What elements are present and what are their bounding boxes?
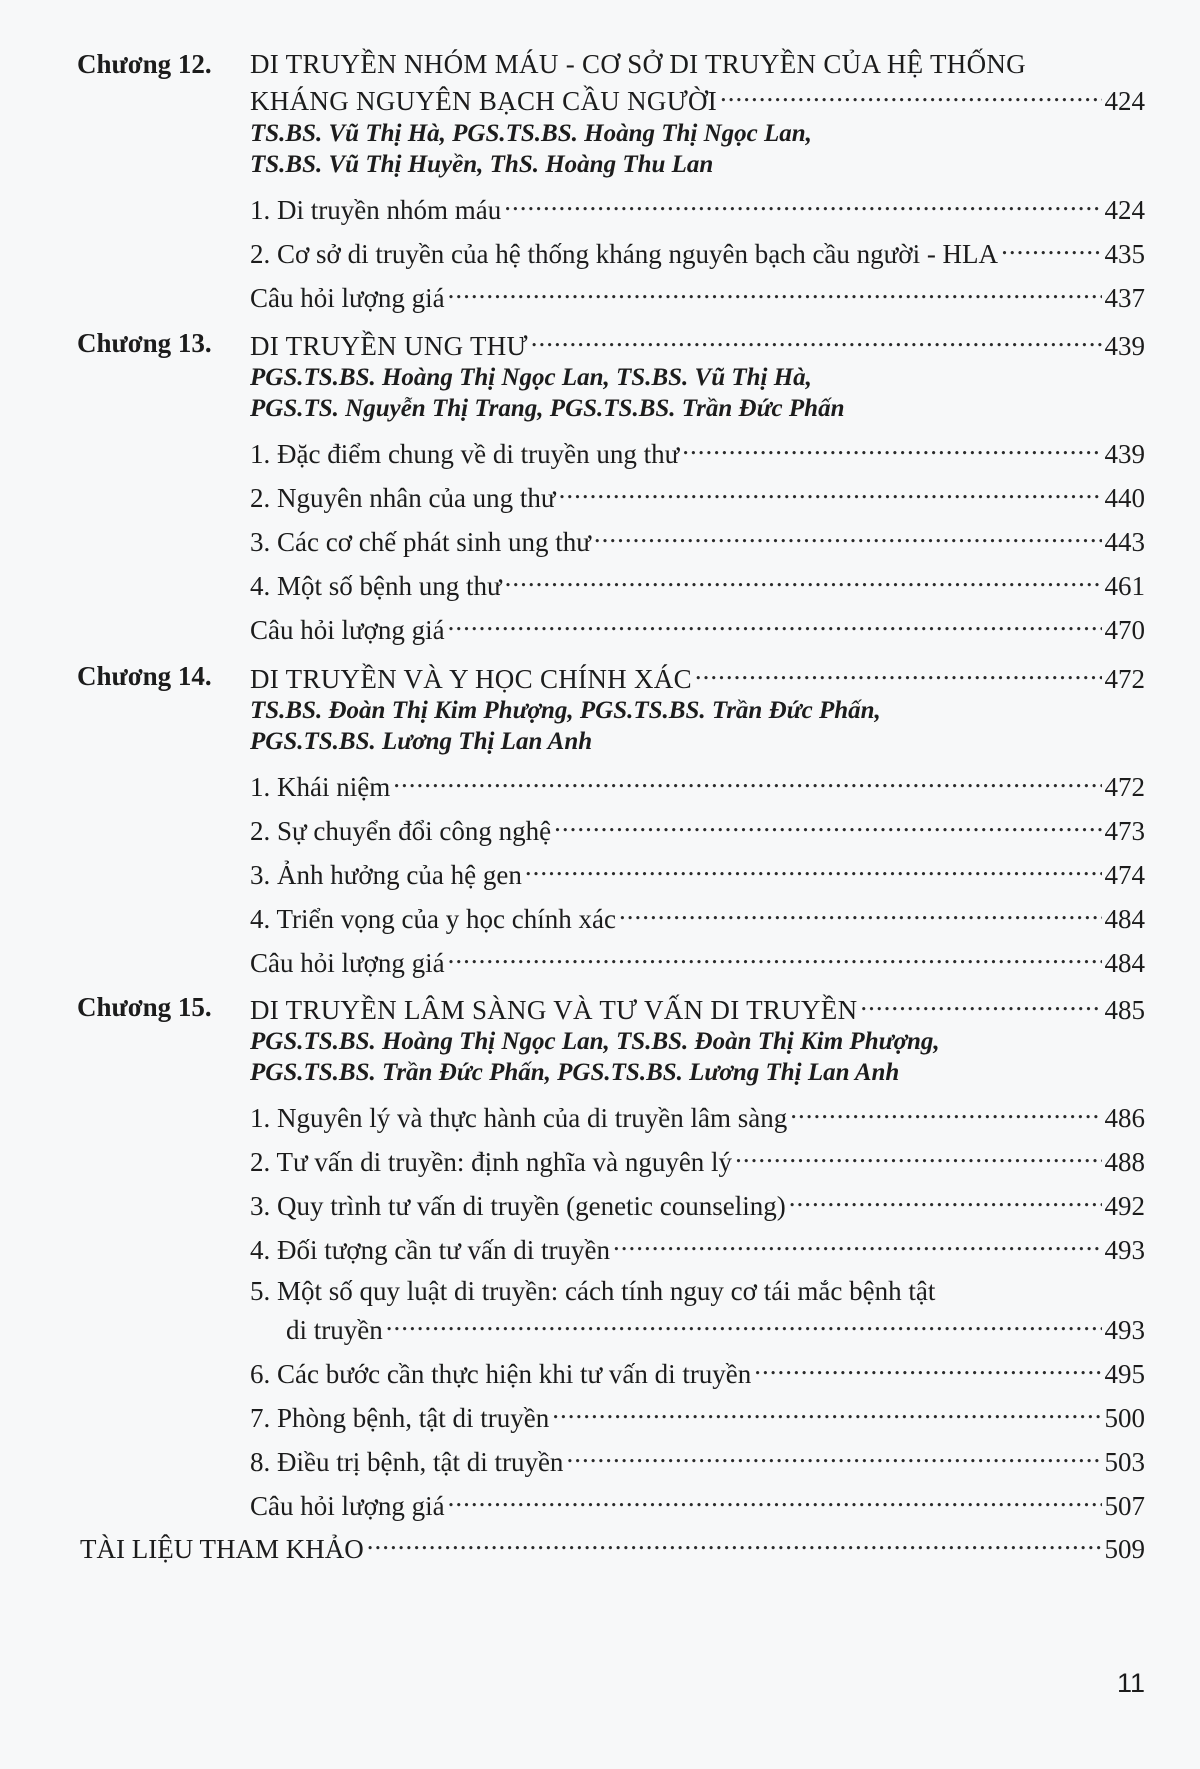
toc-entry[interactable] — [250, 1356, 1145, 1390]
chapter-12-title-row[interactable] — [250, 83, 1145, 117]
chapter-14-title: DI TRUYỀN VÀ Y HỌC CHÍNH XÁC — [250, 664, 692, 694]
dot-leader — [735, 1144, 1101, 1171]
toc-entry-5-line1[interactable]: 5. Một số quy luật di truyền: cách tính nguy cơ tái mắc bệnh tật — [250, 1276, 936, 1306]
toc-entry-5-line2: di truyền — [286, 1315, 383, 1345]
toc-entry-page: 424 — [1104, 195, 1145, 225]
chapter-13-page: 439 — [1104, 331, 1145, 361]
references-text: TÀI LIỆU THAM KHẢO — [80, 1534, 364, 1564]
toc-entry[interactable] — [250, 436, 1145, 470]
toc-entry-page: 437 — [1104, 283, 1145, 313]
chapter-15-label: Chương 15. — [77, 992, 212, 1022]
toc-entry-text: 4. Triển vọng của y học chính xác — [250, 904, 616, 934]
toc-entry-text: 2. Cơ sở di truyền của hệ thống kháng nguyên bạch cầu người - HLA — [250, 239, 999, 269]
references-page: 509 — [1104, 1534, 1145, 1564]
toc-entry[interactable] — [250, 945, 1145, 979]
toc-entry-text: Câu hỏi lượng giá — [250, 283, 445, 313]
chapter-15-authors-line2: PGS.TS.BS. Trần Đức Phấn, PGS.TS.BS. Lương Thị Lan Anh — [250, 1059, 900, 1086]
toc-entry-page: 493 — [1104, 1235, 1145, 1265]
toc-entry-text: 1. Nguyên lý và thực hành của di truyền lâm sàng — [250, 1103, 788, 1133]
toc-entry-text: 8. Điều trị bệnh, tật di truyền — [250, 1447, 564, 1477]
dot-leader — [720, 83, 1101, 110]
chapter-14-label: Chương 14. — [77, 661, 212, 691]
toc-entry[interactable] — [250, 813, 1145, 847]
dot-leader — [1001, 236, 1101, 263]
toc-entry-text: Câu hỏi lượng giá — [250, 1491, 445, 1521]
toc-entry-text: 4. Đối tượng cần tư vấn di truyền — [250, 1235, 610, 1265]
references-entry[interactable] — [80, 1531, 1145, 1565]
toc-entry[interactable] — [250, 1100, 1145, 1134]
toc-entry-text: 2. Nguyên nhân của ung thư — [250, 483, 556, 513]
dot-leader — [594, 524, 1102, 551]
chapter-13-authors-line2: PGS.TS. Nguyễn Thị Trang, PGS.TS.BS. Trần Đức Phấn — [250, 395, 845, 422]
toc-entry-page: 500 — [1104, 1403, 1145, 1433]
toc-entry[interactable] — [250, 1232, 1145, 1266]
chapter-15-page: 485 — [1104, 995, 1145, 1025]
toc-entry-page: 472 — [1104, 772, 1145, 802]
toc-entry-page: 439 — [1104, 439, 1145, 469]
toc-entry-page: 486 — [1104, 1103, 1145, 1133]
toc-entry-page: 470 — [1104, 615, 1145, 645]
chapter-14-title-row[interactable] — [250, 661, 1145, 695]
toc-entry-page: 488 — [1104, 1147, 1145, 1177]
toc-entry-text: 7. Phòng bệnh, tật di truyền — [250, 1403, 550, 1433]
chapter-13-label: Chương 13. — [77, 328, 212, 358]
toc-entry-page: 495 — [1104, 1359, 1145, 1389]
toc-entry[interactable] — [250, 192, 1145, 226]
dot-leader — [554, 813, 1101, 840]
dot-leader — [789, 1188, 1102, 1215]
chapter-12-title-line1: DI TRUYỀN NHÓM MÁU - CƠ SỞ DI TRUYỀN CỦA HỆ THỐNG — [250, 49, 1026, 79]
toc-entry[interactable] — [250, 612, 1145, 646]
chapter-12-label: Chương 12. — [77, 49, 212, 79]
chapter-12-title-line2: KHÁNG NGUYÊN BẠCH CẦU NGƯỜI — [250, 86, 718, 116]
toc-entry-text: Câu hỏi lượng giá — [250, 948, 445, 978]
toc-entry-page: 435 — [1104, 239, 1145, 269]
toc-entry-page: 440 — [1104, 483, 1145, 513]
chapter-13-authors-line1: PGS.TS.BS. Hoàng Thị Ngọc Lan, TS.BS. Vũ Thị Hà, — [250, 364, 812, 391]
toc-entry-page: 473 — [1104, 816, 1145, 846]
dot-leader — [566, 1444, 1101, 1471]
toc-entry-page: 507 — [1104, 1491, 1145, 1521]
dot-leader — [613, 1232, 1102, 1259]
toc-entry-text: 1. Đặc điểm chung về di truyền ung thư — [250, 439, 680, 469]
chapter-13-title: DI TRUYỀN UNG THƯ — [250, 331, 528, 361]
toc-entry[interactable] — [250, 769, 1145, 803]
toc-entry[interactable] — [286, 1312, 1145, 1346]
page-number: 11 — [1116, 1668, 1145, 1698]
dot-leader — [504, 192, 1101, 219]
dot-leader — [448, 612, 1102, 639]
dot-leader — [525, 857, 1102, 884]
toc-entry-page: 492 — [1104, 1191, 1145, 1221]
chapter-12-page: 424 — [1104, 86, 1145, 116]
toc-entry[interactable] — [250, 1144, 1145, 1178]
dot-leader — [682, 436, 1101, 463]
toc-entry-text: 3. Các cơ chế phát sinh ung thư — [250, 527, 591, 557]
toc-entry[interactable] — [250, 280, 1145, 314]
dot-leader — [386, 1312, 1102, 1339]
toc-entry[interactable] — [250, 1488, 1145, 1522]
toc-entry[interactable] — [250, 480, 1145, 514]
dot-leader — [754, 1356, 1101, 1383]
toc-entry-page: 484 — [1104, 948, 1145, 978]
dot-leader — [860, 992, 1101, 1019]
toc-entry-text: 1. Di truyền nhóm máu — [250, 195, 502, 225]
toc-entry-text: 3. Quy trình tư vấn di truyền (genetic counseling) — [250, 1191, 786, 1221]
dot-leader — [367, 1531, 1102, 1558]
toc-entry[interactable] — [250, 524, 1145, 558]
chapter-13-title-row[interactable] — [250, 328, 1145, 362]
toc-entry-text: Câu hỏi lượng giá — [250, 615, 445, 645]
chapter-14-page: 472 — [1104, 664, 1145, 694]
chapter-15-title-row[interactable] — [250, 992, 1145, 1026]
dot-leader — [695, 661, 1102, 688]
toc-entry-page: 443 — [1104, 527, 1145, 557]
toc-entry-text: 3. Ảnh hưởng của hệ gen — [250, 860, 522, 890]
toc-entry[interactable] — [250, 901, 1145, 935]
toc-entry-page: 461 — [1104, 571, 1145, 601]
toc-entry[interactable] — [250, 1188, 1145, 1222]
toc-entry[interactable] — [250, 568, 1145, 602]
dot-leader — [531, 328, 1102, 355]
toc-entry[interactable] — [250, 236, 1145, 270]
dot-leader — [619, 901, 1102, 928]
dot-leader — [559, 480, 1102, 507]
chapter-15-authors-line1: PGS.TS.BS. Hoàng Thị Ngọc Lan, TS.BS. Đoàn Thị Kim Phượng, — [250, 1028, 940, 1055]
toc-entry[interactable] — [250, 857, 1145, 891]
chapter-15-title: DI TRUYỀN LÂM SÀNG VÀ TƯ VẤN DI TRUYỀN — [250, 995, 858, 1025]
chapter-12-authors-line2: TS.BS. Vũ Thị Huyền, ThS. Hoàng Thu Lan — [250, 151, 714, 178]
dot-leader — [448, 945, 1102, 972]
chapter-14-authors-line1: TS.BS. Đoàn Thị Kim Phượng, PGS.TS.BS. Trần Đức Phấn, — [250, 697, 881, 724]
chapter-14-authors-line2: PGS.TS.BS. Lương Thị Lan Anh — [250, 728, 593, 755]
toc-entry-text: 1. Khái niệm — [250, 772, 391, 802]
toc-entry[interactable] — [250, 1444, 1145, 1478]
toc-entry-text: 6. Các bước cần thực hiện khi tư vấn di truyền — [250, 1359, 752, 1389]
dot-leader — [505, 568, 1102, 595]
toc-entry-text: 2. Sự chuyển đổi công nghệ — [250, 816, 552, 846]
dot-leader — [448, 280, 1102, 307]
toc-entry-text: 4. Một số bệnh ung thư — [250, 571, 502, 601]
toc-entry[interactable] — [250, 1400, 1145, 1434]
toc-entry-text: 2. Tư vấn di truyền: định nghĩa và nguyên lý — [250, 1147, 733, 1177]
dot-leader — [552, 1400, 1101, 1427]
toc-entry-page: 474 — [1104, 860, 1145, 890]
toc-entry-page: 493 — [1104, 1315, 1145, 1345]
chapter-12-authors-line1: TS.BS. Vũ Thị Hà, PGS.TS.BS. Hoàng Thị Ngọc Lan, — [250, 120, 812, 147]
dot-leader — [790, 1100, 1101, 1127]
toc-entry-page: 484 — [1104, 904, 1145, 934]
toc-entry-page: 503 — [1104, 1447, 1145, 1477]
dot-leader — [393, 769, 1101, 796]
dot-leader — [448, 1488, 1102, 1515]
